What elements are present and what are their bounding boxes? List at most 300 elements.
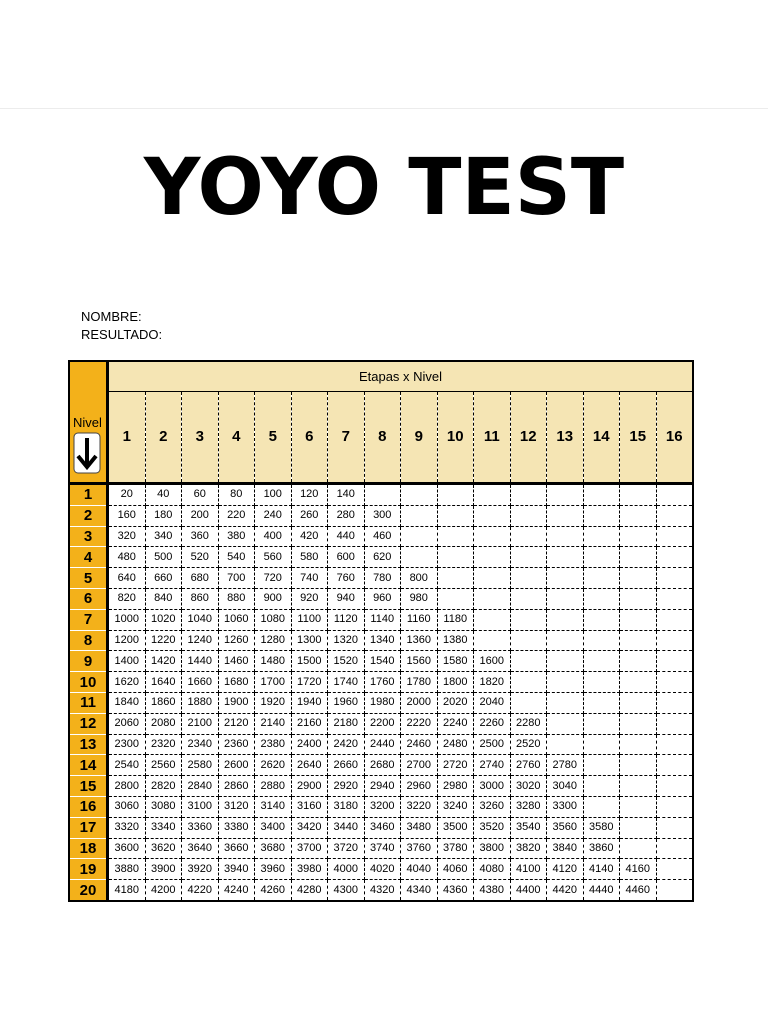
table-cell — [583, 776, 620, 797]
table-cell: 3100 — [182, 796, 219, 817]
table-cell: 980 — [401, 588, 438, 609]
table-cell — [547, 568, 584, 589]
table-cell: 1480 — [255, 651, 292, 672]
table-cell: 720 — [255, 568, 292, 589]
table-cell: 1840 — [108, 692, 146, 713]
nivel-number: 1 — [69, 484, 108, 506]
table-cell: 1320 — [328, 630, 365, 651]
table-cell: 3580 — [583, 817, 620, 838]
table-cell: 1380 — [437, 630, 474, 651]
table-cell: 3800 — [474, 838, 511, 859]
table-cell — [401, 505, 438, 526]
arrow-down-icon — [73, 432, 101, 479]
table-cell: 1960 — [328, 692, 365, 713]
table-cell — [620, 630, 657, 651]
nivel-number: 10 — [69, 672, 108, 693]
table-cell — [620, 651, 657, 672]
table-cell: 820 — [108, 588, 146, 609]
table-cell — [656, 609, 693, 630]
column-header: 2 — [145, 391, 182, 483]
table-cell — [583, 484, 620, 506]
table-cell: 220 — [218, 505, 255, 526]
table-cell: 20 — [108, 484, 146, 506]
table-cell: 4040 — [401, 859, 438, 880]
table-cell: 1620 — [108, 672, 146, 693]
table-cell: 3680 — [255, 838, 292, 859]
table-cell: 2120 — [218, 713, 255, 734]
column-header: 10 — [437, 391, 474, 483]
table-cell: 3440 — [328, 817, 365, 838]
table-cell: 3780 — [437, 838, 474, 859]
table-cell: 2700 — [401, 755, 438, 776]
table-cell: 3720 — [328, 838, 365, 859]
table-cell: 2480 — [437, 734, 474, 755]
table-cell — [547, 547, 584, 568]
table-cell: 1280 — [255, 630, 292, 651]
table-cell — [656, 651, 693, 672]
table-cell: 960 — [364, 588, 401, 609]
table-cell: 4420 — [547, 880, 584, 901]
table-cell: 3820 — [510, 838, 547, 859]
table-cell: 840 — [145, 588, 182, 609]
nivel-number: 13 — [69, 734, 108, 755]
table-cell: 3120 — [218, 796, 255, 817]
table-cell — [547, 734, 584, 755]
table-cell — [583, 734, 620, 755]
table-cell: 3420 — [291, 817, 328, 838]
nivel-number: 3 — [69, 526, 108, 547]
table-cell: 660 — [145, 568, 182, 589]
table-cell: 1240 — [182, 630, 219, 651]
table-cell: 1440 — [182, 651, 219, 672]
yoyo-table — [68, 360, 694, 902]
table-cell — [474, 526, 511, 547]
nivel-header-label: Nivel — [73, 415, 102, 430]
table-cell — [547, 484, 584, 506]
table-cell: 4100 — [510, 859, 547, 880]
table-row — [69, 547, 693, 568]
table-cell — [656, 568, 693, 589]
nivel-number: 12 — [69, 713, 108, 734]
table-cell: 2840 — [182, 776, 219, 797]
table-cell — [656, 526, 693, 547]
table-cell — [620, 692, 657, 713]
table-cell — [656, 484, 693, 506]
table-cell: 2300 — [108, 734, 146, 755]
table-row — [69, 838, 693, 859]
table-cell: 1580 — [437, 651, 474, 672]
table-cell — [547, 692, 584, 713]
table-cell: 2180 — [328, 713, 365, 734]
table-cell: 3140 — [255, 796, 292, 817]
table-cell: 3600 — [108, 838, 146, 859]
column-header: 8 — [364, 391, 401, 483]
column-header: 7 — [328, 391, 365, 483]
table-cell: 2420 — [328, 734, 365, 755]
table-cell: 2400 — [291, 734, 328, 755]
table-cell: 940 — [328, 588, 365, 609]
table-cell: 100 — [255, 484, 292, 506]
form-fields — [81, 308, 162, 344]
table-cell: 1900 — [218, 692, 255, 713]
table-cell: 920 — [291, 588, 328, 609]
table-cell: 3380 — [218, 817, 255, 838]
column-header-row — [69, 391, 693, 483]
table-cell — [510, 630, 547, 651]
table-cell: 3020 — [510, 776, 547, 797]
table-row — [69, 672, 693, 693]
table-cell: 1800 — [437, 672, 474, 693]
table-cell: 4000 — [328, 859, 365, 880]
table-cell — [620, 755, 657, 776]
table-row — [69, 734, 693, 755]
table-cell: 320 — [108, 526, 146, 547]
table-cell: 140 — [328, 484, 365, 506]
table-cell: 2100 — [182, 713, 219, 734]
table-cell — [547, 609, 584, 630]
table-cell: 2580 — [182, 755, 219, 776]
table-cell: 440 — [328, 526, 365, 547]
table-row — [69, 630, 693, 651]
table-cell: 4440 — [583, 880, 620, 901]
table-cell — [510, 672, 547, 693]
column-header: 11 — [474, 391, 511, 483]
table-cell: 2140 — [255, 713, 292, 734]
table-cell — [474, 630, 511, 651]
table-cell: 1640 — [145, 672, 182, 693]
table-cell: 4120 — [547, 859, 584, 880]
nivel-number: 16 — [69, 796, 108, 817]
table-cell: 3500 — [437, 817, 474, 838]
column-header: 1 — [108, 391, 146, 483]
table-cell: 1660 — [182, 672, 219, 693]
table-cell: 1760 — [364, 672, 401, 693]
table-cell: 1400 — [108, 651, 146, 672]
table-cell: 700 — [218, 568, 255, 589]
table-cell — [583, 568, 620, 589]
table-cell: 760 — [328, 568, 365, 589]
table-cell: 260 — [291, 505, 328, 526]
table-row — [69, 568, 693, 589]
table-cell: 3920 — [182, 859, 219, 880]
table-cell: 3320 — [108, 817, 146, 838]
table-cell: 2340 — [182, 734, 219, 755]
table-cell: 480 — [108, 547, 146, 568]
table-cell: 280 — [328, 505, 365, 526]
table-cell: 3160 — [291, 796, 328, 817]
table-cell: 900 — [255, 588, 292, 609]
table-cell — [656, 547, 693, 568]
column-header: 3 — [182, 391, 219, 483]
table-cell — [510, 484, 547, 506]
table-cell: 2780 — [547, 755, 584, 776]
table-cell: 1880 — [182, 692, 219, 713]
table-cell — [620, 734, 657, 755]
table-cell — [474, 547, 511, 568]
table-cell: 1020 — [145, 609, 182, 630]
table-cell — [547, 588, 584, 609]
table-cell: 4060 — [437, 859, 474, 880]
table-cell: 3460 — [364, 817, 401, 838]
table-cell — [474, 484, 511, 506]
nivel-header — [69, 361, 108, 484]
page-title: YOYO TEST — [143, 143, 625, 233]
table-cell — [656, 505, 693, 526]
table-cell: 460 — [364, 526, 401, 547]
table-cell: 3660 — [218, 838, 255, 859]
nivel-number: 6 — [69, 588, 108, 609]
table-cell — [510, 547, 547, 568]
table-cell: 1360 — [401, 630, 438, 651]
table-cell: 3540 — [510, 817, 547, 838]
table-row — [69, 880, 693, 901]
table-cell — [656, 880, 693, 901]
table-cell: 4320 — [364, 880, 401, 901]
table-cell: 2080 — [145, 713, 182, 734]
table-cell: 1160 — [401, 609, 438, 630]
table-cell: 3700 — [291, 838, 328, 859]
table-cell: 1460 — [218, 651, 255, 672]
table-cell: 1200 — [108, 630, 146, 651]
table-cell: 4380 — [474, 880, 511, 901]
table-cell — [620, 484, 657, 506]
table-cell: 1180 — [437, 609, 474, 630]
nivel-number: 20 — [69, 880, 108, 901]
table-cell: 640 — [108, 568, 146, 589]
table-cell: 4400 — [510, 880, 547, 901]
table-cell: 4360 — [437, 880, 474, 901]
table-cell: 3560 — [547, 817, 584, 838]
nivel-number: 4 — [69, 547, 108, 568]
table-cell — [656, 713, 693, 734]
table-cell: 3840 — [547, 838, 584, 859]
table-cell: 2680 — [364, 755, 401, 776]
table-cell: 300 — [364, 505, 401, 526]
table-cell — [547, 630, 584, 651]
table-cell: 560 — [255, 547, 292, 568]
table-cell — [583, 547, 620, 568]
column-header: 9 — [401, 391, 438, 483]
table-cell: 1940 — [291, 692, 328, 713]
table-row — [69, 692, 693, 713]
table-row — [69, 651, 693, 672]
table-cell — [437, 547, 474, 568]
column-header: 4 — [218, 391, 255, 483]
table-row — [69, 609, 693, 630]
table-cell: 3900 — [145, 859, 182, 880]
nombre-field-label: NOMBRE: — [81, 309, 142, 324]
table-cell: 2200 — [364, 713, 401, 734]
table-cell: 2860 — [218, 776, 255, 797]
etapas-header: Etapas x Nivel — [108, 361, 694, 391]
column-header: 16 — [656, 391, 693, 483]
table-cell: 4080 — [474, 859, 511, 880]
table-cell — [656, 672, 693, 693]
table-cell — [401, 526, 438, 547]
table-cell: 4140 — [583, 859, 620, 880]
table-body — [69, 484, 693, 901]
table-cell: 3060 — [108, 796, 146, 817]
table-cell: 4020 — [364, 859, 401, 880]
table-cell: 1500 — [291, 651, 328, 672]
table-cell: 2040 — [474, 692, 511, 713]
table-cell: 80 — [218, 484, 255, 506]
table-cell — [474, 568, 511, 589]
table-cell — [656, 588, 693, 609]
table-cell: 3280 — [510, 796, 547, 817]
table-cell: 580 — [291, 547, 328, 568]
table-cell: 2660 — [328, 755, 365, 776]
column-header: 13 — [547, 391, 584, 483]
table-cell — [620, 505, 657, 526]
table-cell — [620, 588, 657, 609]
table-row — [69, 505, 693, 526]
table-cell: 4160 — [620, 859, 657, 880]
table-cell — [437, 484, 474, 506]
column-header: 14 — [583, 391, 620, 483]
column-header: 12 — [510, 391, 547, 483]
table-cell: 3980 — [291, 859, 328, 880]
table-cell: 3880 — [108, 859, 146, 880]
nivel-number: 8 — [69, 630, 108, 651]
table-cell — [620, 672, 657, 693]
table-row — [69, 484, 693, 506]
table-cell: 180 — [145, 505, 182, 526]
table-cell — [510, 609, 547, 630]
table-row — [69, 776, 693, 797]
table-cell: 740 — [291, 568, 328, 589]
table-cell: 2460 — [401, 734, 438, 755]
table-cell: 780 — [364, 568, 401, 589]
table-cell: 1540 — [364, 651, 401, 672]
table-cell: 2960 — [401, 776, 438, 797]
table-cell: 3740 — [364, 838, 401, 859]
table-cell: 3220 — [401, 796, 438, 817]
table-cell: 1560 — [401, 651, 438, 672]
column-header: 5 — [255, 391, 292, 483]
table-cell: 2320 — [145, 734, 182, 755]
table-cell — [401, 547, 438, 568]
table-cell: 1740 — [328, 672, 365, 693]
table-cell: 3040 — [547, 776, 584, 797]
table-cell: 4280 — [291, 880, 328, 901]
table-cell: 1720 — [291, 672, 328, 693]
table-cell: 1220 — [145, 630, 182, 651]
table-cell: 3260 — [474, 796, 511, 817]
table-cell: 4200 — [145, 880, 182, 901]
table-cell: 3200 — [364, 796, 401, 817]
table-cell: 2220 — [401, 713, 438, 734]
table-cell — [547, 713, 584, 734]
table-cell: 500 — [145, 547, 182, 568]
table-cell: 2060 — [108, 713, 146, 734]
table-cell: 1040 — [182, 609, 219, 630]
table-cell — [656, 734, 693, 755]
table-cell: 160 — [108, 505, 146, 526]
table-cell: 3620 — [145, 838, 182, 859]
table-cell: 120 — [291, 484, 328, 506]
table-cell: 520 — [182, 547, 219, 568]
table-cell: 1700 — [255, 672, 292, 693]
table-cell: 600 — [328, 547, 365, 568]
table-cell — [510, 651, 547, 672]
table-cell: 3960 — [255, 859, 292, 880]
table-cell: 1120 — [328, 609, 365, 630]
table-cell: 2540 — [108, 755, 146, 776]
table-row — [69, 796, 693, 817]
table-cell: 240 — [255, 505, 292, 526]
table-cell: 400 — [255, 526, 292, 547]
table-cell: 3300 — [547, 796, 584, 817]
table-cell — [620, 776, 657, 797]
table-cell: 2520 — [510, 734, 547, 755]
table-cell — [474, 609, 511, 630]
table-cell: 360 — [182, 526, 219, 547]
table-cell: 1820 — [474, 672, 511, 693]
table-cell: 2500 — [474, 734, 511, 755]
table-cell — [547, 526, 584, 547]
table-cell: 2620 — [255, 755, 292, 776]
column-header: 6 — [291, 391, 328, 483]
table-cell: 1000 — [108, 609, 146, 630]
table-cell — [583, 651, 620, 672]
table-cell: 3080 — [145, 796, 182, 817]
table-cell — [401, 484, 438, 506]
table-cell: 420 — [291, 526, 328, 547]
table-cell: 1300 — [291, 630, 328, 651]
table-cell: 2880 — [255, 776, 292, 797]
table-cell: 880 — [218, 588, 255, 609]
table-row — [69, 526, 693, 547]
nivel-number: 17 — [69, 817, 108, 838]
nivel-number: 19 — [69, 859, 108, 880]
table-cell: 1060 — [218, 609, 255, 630]
table-cell — [474, 588, 511, 609]
table-cell: 1420 — [145, 651, 182, 672]
table-row — [69, 859, 693, 880]
table-cell — [437, 505, 474, 526]
table-cell: 4240 — [218, 880, 255, 901]
table-cell: 3360 — [182, 817, 219, 838]
nivel-number: 18 — [69, 838, 108, 859]
nivel-number: 14 — [69, 755, 108, 776]
table-cell: 2000 — [401, 692, 438, 713]
table-cell: 2760 — [510, 755, 547, 776]
table-cell — [437, 588, 474, 609]
table-cell — [547, 651, 584, 672]
table-cell: 3860 — [583, 838, 620, 859]
table-cell: 1100 — [291, 609, 328, 630]
table-cell: 540 — [218, 547, 255, 568]
table-cell — [620, 609, 657, 630]
table-cell: 2240 — [437, 713, 474, 734]
table-cell: 380 — [218, 526, 255, 547]
table-cell — [583, 796, 620, 817]
table-cell: 2280 — [510, 713, 547, 734]
table-cell: 3240 — [437, 796, 474, 817]
table-cell: 60 — [182, 484, 219, 506]
table-cell: 2020 — [437, 692, 474, 713]
table-cell — [510, 505, 547, 526]
table-cell — [583, 609, 620, 630]
table-cell — [656, 817, 693, 838]
table-cell: 2600 — [218, 755, 255, 776]
table-cell — [583, 672, 620, 693]
table-cell: 40 — [145, 484, 182, 506]
table-cell: 340 — [145, 526, 182, 547]
table-cell — [583, 526, 620, 547]
table-cell: 2360 — [218, 734, 255, 755]
